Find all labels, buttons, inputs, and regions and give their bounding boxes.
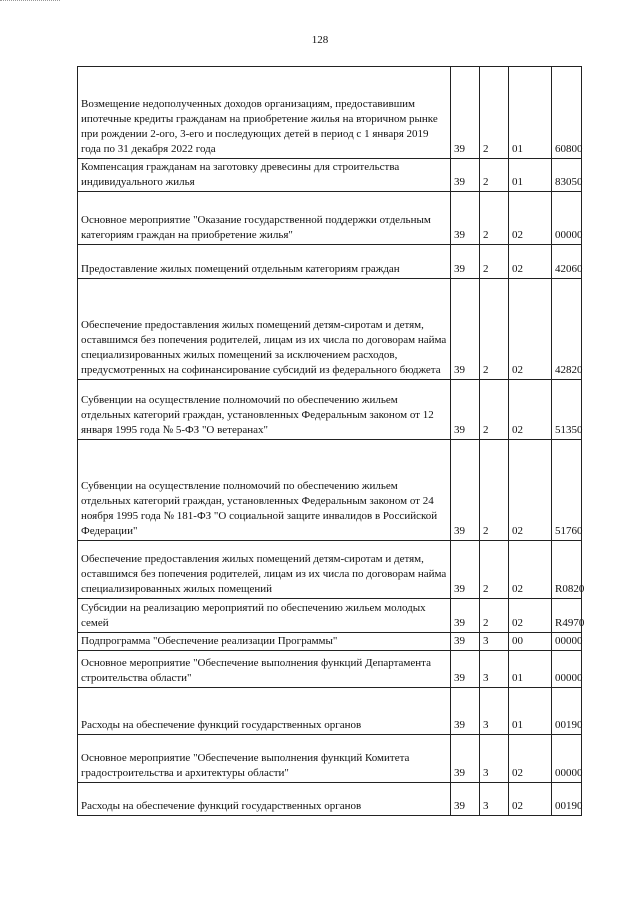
table-row (78, 688, 582, 735)
row-col1-cell: 39 (451, 380, 480, 440)
row-col2-cell: 2 (480, 279, 509, 380)
budget-table (77, 66, 585, 816)
row-col3-cell: 02 (509, 735, 552, 783)
row-col3-cell: 01 (509, 159, 552, 192)
row-col2-cell: 3 (480, 735, 509, 783)
row-code-cell: 42060 (552, 245, 582, 279)
row-col1-cell: 39 (451, 599, 480, 633)
row-code-cell: 00190 (552, 783, 582, 816)
row-col1-cell: 39 (451, 440, 480, 541)
row-name-cell: Обеспечение предоставления жилых помещений детям-сиротам и детям, оставшимся без попечения родителей, лицам из их числа по договорам найма специализированных жилых помещений (78, 541, 451, 599)
row-code-cell: 51760 (552, 440, 582, 541)
row-col1-cell: 39 (451, 279, 480, 380)
row-col3-cell: 02 (509, 541, 552, 599)
row-col1-cell: 39 (451, 67, 480, 159)
row-name-cell: Предоставление жилых помещений отдельным категориям граждан (78, 245, 451, 279)
row-col2-cell: 2 (480, 599, 509, 633)
row-code-cell: 42820 (552, 279, 582, 380)
row-name-cell: Расходы на обеспечение функций государственных органов (78, 688, 451, 735)
row-col3-cell: 02 (509, 380, 552, 440)
row-code-cell: 00000 (552, 651, 582, 688)
page-number: 128 (311, 34, 329, 46)
row-col3-cell: 00 (509, 633, 552, 651)
row-col2-cell: 3 (480, 651, 509, 688)
table-row (78, 67, 582, 159)
row-col2-cell: 2 (480, 440, 509, 541)
row-col1-cell: 39 (451, 541, 480, 599)
row-col2-cell: 3 (480, 633, 509, 651)
row-col3-cell: 01 (509, 688, 552, 735)
row-col1-cell: 39 (451, 783, 480, 816)
table-row (78, 599, 582, 633)
row-col3-cell: 02 (509, 192, 552, 245)
row-col2-cell: 2 (480, 380, 509, 440)
row-col2-cell: 3 (480, 688, 509, 735)
row-name-cell: Субсидии на реализацию мероприятий по обеспечению жильем молодых семей (78, 599, 451, 633)
row-col3-cell: 02 (509, 783, 552, 816)
row-col2-cell: 2 (480, 245, 509, 279)
row-code-cell: 00000 (552, 735, 582, 783)
row-col1-cell: 39 (451, 192, 480, 245)
table-row (78, 541, 582, 599)
row-col1-cell: 39 (451, 651, 480, 688)
row-name-cell: Компенсация гражданам на заготовку древесины для строительства индивидуального жилья (78, 159, 451, 192)
row-col1-cell: 39 (451, 735, 480, 783)
row-col1-cell: 39 (451, 633, 480, 651)
table-row (78, 245, 582, 279)
scan-mark (0, 0, 60, 3)
row-code-cell: 83050 (552, 159, 582, 192)
row-name-cell: Обеспечение предоставления жилых помещений детям-сиротам и детям, оставшимся без попечения родителей, лицам из их числа по договорам найма специализированных жилых помещений за исключением расходов, предусмотренных на софинансирование субсидий из федерального бюджета (78, 279, 451, 380)
table-row (78, 651, 582, 688)
row-name-cell: Возмещение недополученных доходов организациям, предоставившим ипотечные кредиты гражданам на приобретение жилья на вторичном рынке при рождении 2-ого, 3-его и последующих детей в период с 1 января 2019 года по 31 декабря 2022 года (78, 67, 451, 159)
row-code-cell: R0820 (552, 541, 582, 599)
row-col3-cell: 01 (509, 651, 552, 688)
row-col1-cell: 39 (451, 159, 480, 192)
row-name-cell: Подпрограмма "Обеспечение реализации Программы" (78, 633, 451, 651)
table-row (78, 783, 582, 816)
table-row (78, 159, 582, 192)
row-name-cell: Субвенции на осуществление полномочий по обеспечению жильем отдельных категорий граждан, установленных Федеральным законом от 24 ноября 1995 года № 181-ФЗ "О социальной защите инвалидов в Российской Федерации" (78, 440, 451, 541)
table-row (78, 192, 582, 245)
row-name-cell: Основное мероприятие "Обеспечение выполнения функций Комитета градостроительства и архитектуры области" (78, 735, 451, 783)
row-code-cell: 00000 (552, 633, 582, 651)
row-col2-cell: 2 (480, 67, 509, 159)
row-name-cell: Основное мероприятие "Оказание государственной поддержки отдельным категориям граждан на приобретение жилья" (78, 192, 451, 245)
row-col2-cell: 3 (480, 783, 509, 816)
row-col3-cell: 02 (509, 440, 552, 541)
row-col3-cell: 02 (509, 245, 552, 279)
row-code-cell: 00190 (552, 688, 582, 735)
row-col2-cell: 2 (480, 159, 509, 192)
table-row (78, 633, 582, 651)
table-row (78, 380, 582, 440)
row-col3-cell: 02 (509, 599, 552, 633)
row-code-cell: 51350 (552, 380, 582, 440)
row-code-cell: R4970 (552, 599, 582, 633)
row-col2-cell: 2 (480, 541, 509, 599)
row-name-cell: Субвенции на осуществление полномочий по обеспечению жильем отдельных категорий граждан, установленных Федеральным законом от 12 января 1995 года № 5-ФЗ "О ветеранах" (78, 380, 451, 440)
row-name-cell: Расходы на обеспечение функций государственных органов (78, 783, 451, 816)
table-row (78, 440, 582, 541)
row-col1-cell: 39 (451, 245, 480, 279)
row-col3-cell: 02 (509, 279, 552, 380)
row-col3-cell: 01 (509, 67, 552, 159)
row-name-cell: Основное мероприятие "Обеспечение выполнения функций Департамента строительства области" (78, 651, 451, 688)
row-code-cell: 60800 (552, 67, 582, 159)
row-col1-cell: 39 (451, 688, 480, 735)
table-row (78, 735, 582, 783)
row-col2-cell: 2 (480, 192, 509, 245)
table-row (78, 279, 582, 380)
row-code-cell: 00000 (552, 192, 582, 245)
